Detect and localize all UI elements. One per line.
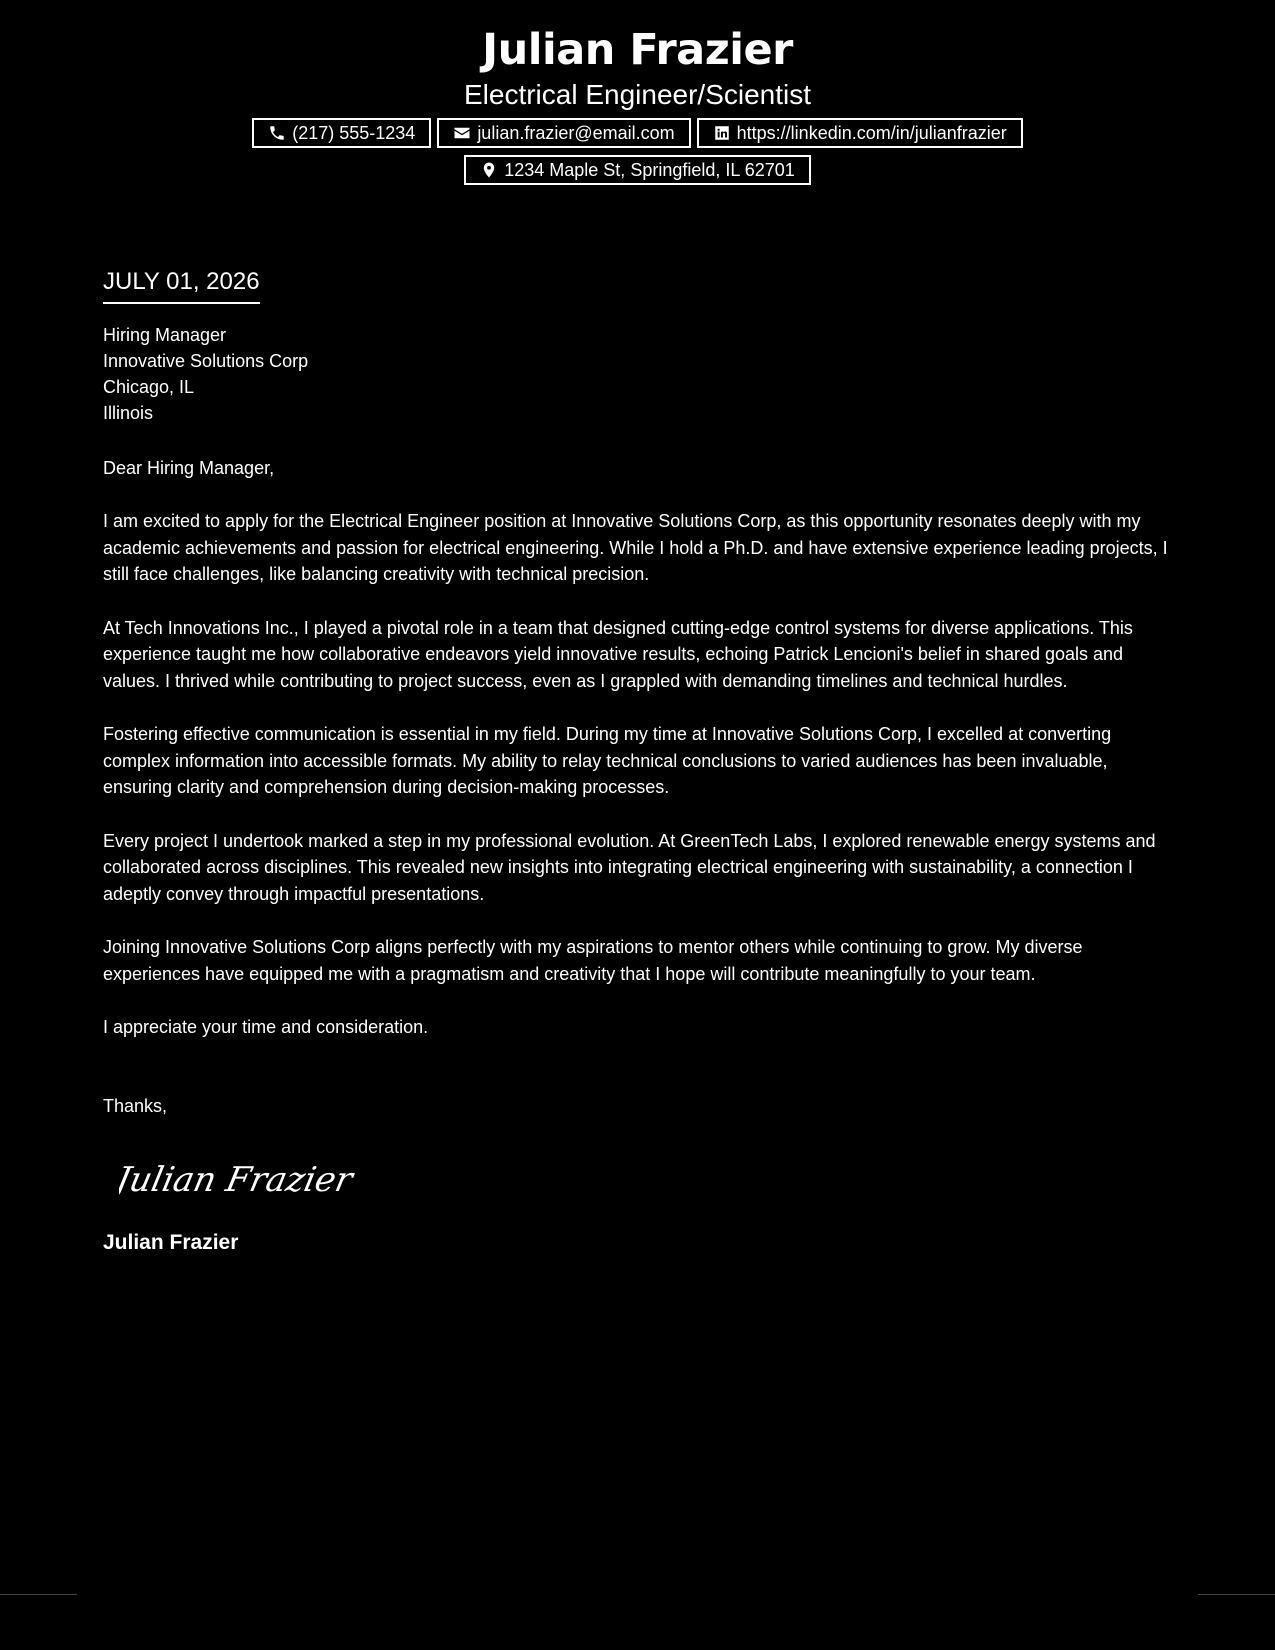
contact-row bbox=[0, 118, 1275, 148]
recipient-line: Chicago, IL bbox=[103, 377, 195, 397]
letter-header bbox=[0, 0, 1275, 185]
signature-script: Julian Frazier bbox=[119, 1159, 357, 1200]
signer-name: Julian Frazier bbox=[103, 1230, 239, 1254]
linkedin-text: https://linkedin.com/in/julianfrazier bbox=[736, 122, 1007, 143]
email-chip[interactable] bbox=[437, 118, 690, 148]
body-paragraph: I appreciate your time and consideration. bbox=[103, 1017, 429, 1037]
greeting: Dear Hiring Manager, bbox=[103, 458, 275, 478]
body-paragraph: I am excited to apply for the Electrical Engineer position at Innovative Solutions Corp, as this opportunity resonates deeply with my academic achievements and passion for electrical engineering. While I hold a Ph.D. and have extensive experience leading projects, I still face challenges, like balancing creativity with technical precision. bbox=[103, 511, 1168, 584]
phone-chip[interactable] bbox=[252, 118, 431, 148]
letter-date: JULY 01, 2026 bbox=[103, 266, 260, 304]
body-paragraph: Fostering effective communication is essential in my field. During my time at Innovative Solutions Corp, I excelled at converting complex information into accessible formats. My ability to relay technical conclusions to varied audiences has been invaluable, ensuring clarity and comprehension during decision-making processes. bbox=[103, 724, 1112, 797]
recipient-line: Illinois bbox=[103, 403, 154, 423]
letter-body bbox=[103, 266, 1173, 1257]
phone-icon bbox=[268, 124, 286, 142]
phone-text: (217) 555-1234 bbox=[292, 122, 416, 143]
recipient-line: Innovative Solutions Corp bbox=[103, 351, 309, 371]
linkedin-chip[interactable] bbox=[697, 118, 1023, 148]
recipient-block bbox=[103, 322, 1173, 426]
body-paragraph: Joining Innovative Solutions Corp aligns perfectly with my aspirations to mentor others while continuing to grow. My diverse experiences have equipped me with a pragmatism and creativity that I hope will contribute meaningfully to your team. bbox=[103, 937, 1083, 984]
email-text: julian.frazier@email.com bbox=[477, 122, 675, 143]
applicant-title: Electrical Engineer/Scientist bbox=[463, 79, 812, 110]
linkedin-icon bbox=[713, 124, 731, 142]
body-paragraph: Every project I undertook marked a step in my professional evolution. At GreenTech Labs, I explored renewable energy systems and collaborated across disciplines. This revealed new insights into integrating electrical engineering with sustainability, a connection I adeptly convey through impactful presentations. bbox=[103, 830, 1156, 904]
envelope-icon bbox=[453, 124, 471, 142]
handwritten-signature bbox=[119, 1149, 1173, 1209]
map-marker-icon bbox=[480, 161, 498, 179]
footer-rule-right bbox=[1198, 1594, 1275, 1595]
recipient-line: Hiring Manager bbox=[103, 325, 227, 345]
body-paragraph: At Tech Innovations Inc., I played a pivotal role in a team that designed cutting-edge control systems for diverse applications. This experience taught me how collaborative endeavors yield innovative results, echoing Patrick Lencioni's belief in shared goals and values. I thrived while contributing to project success, even as I grappled with demanding timelines and technical hurdles. bbox=[103, 617, 1133, 691]
contact-row-2 bbox=[0, 155, 1275, 185]
applicant-name: Julian Frazier bbox=[482, 25, 793, 75]
address-text: 1234 Maple St, Springfield, IL 62701 bbox=[504, 159, 795, 180]
address-chip bbox=[464, 155, 811, 185]
footer-rule-left bbox=[0, 1594, 77, 1595]
closing: Thanks, bbox=[103, 1095, 168, 1116]
